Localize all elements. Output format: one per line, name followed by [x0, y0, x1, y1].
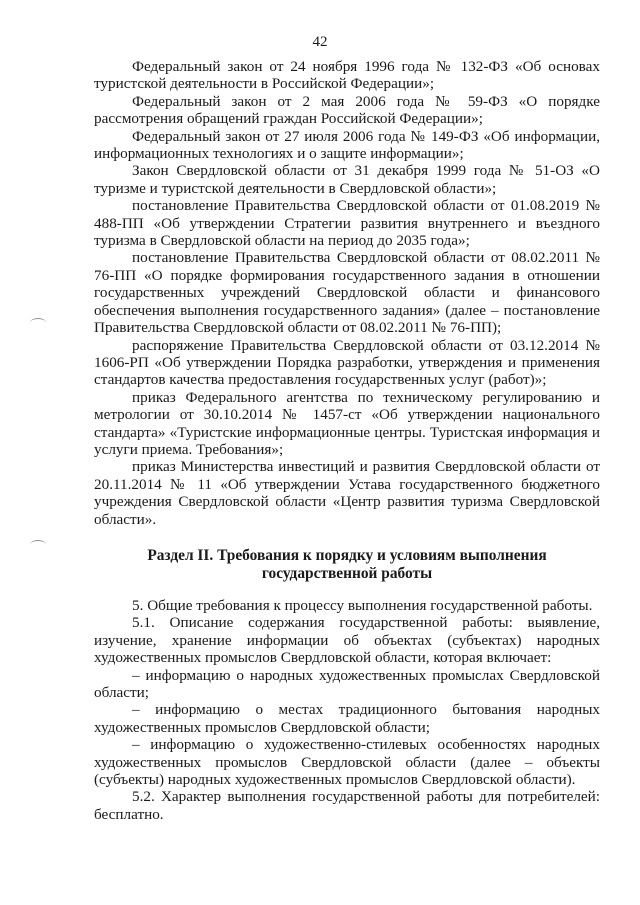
- list-item-info-styles: – информацию о художественно-стилевых особенностях народных художественных промыслов Свердловской области (далее – объекты (субъекты) народных художественных промыслов Свердловской области).: [94, 736, 600, 789]
- paragraph-law-132fz: Федеральный закон от 24 ноября 1996 года № 132-ФЗ «Об основах туристской деятельности в Российской Федерации»;: [94, 58, 600, 93]
- paragraph-order-11: приказ Министерства инвестиций и развития Свердловской области от 20.11.2014 № 11 «Об утверждении Устава государственного бюджетного учреждения Свердловской области «Центр развития туризма Свердловской области».: [94, 458, 600, 528]
- list-item-info-crafts: – информацию о народных художественных промыслах Свердловской области;: [94, 666, 600, 701]
- paragraph-5-1: 5.1. Описание содержания государственной работы: выявление, изучение, хранение информации об объектах (субъектах) народных художественных промыслов Свердловской области, которая включает:: [94, 614, 600, 667]
- margin-mark: [30, 540, 46, 549]
- paragraph-5-2: 5.2. Характер выполнения государственной работы для потребителей: бесплатно.: [94, 788, 600, 823]
- paragraph-order-1457st: приказ Федерального агентства по техническому регулированию и метрологии от 30.10.2014 № 1457-ст «Об утверждении национального стандарта» «Туристские информационные центры. Туристская информация и услуги приема. Требования»;: [94, 388, 600, 458]
- paragraph-law-59fz: Федеральный закон от 2 мая 2006 года № 59-ФЗ «О порядке рассмотрения обращений граждан Российской Федерации»;: [94, 92, 600, 128]
- paragraph-decree-488pp: постановление Правительства Свердловской области от 01.08.2019 № 488-ПП «Об утверждении Стратегии развития внутреннего и въездного туризма в Свердловской области на период до 2035 года»;: [94, 197, 600, 250]
- paragraph-order-1606rp: распоряжение Правительства Свердловской области от 03.12.2014 № 1606-РП «Об утверждении Порядка разработки, утверждения и применения стандартов качества предоставления государственных услуг (работ)»;: [94, 336, 600, 389]
- paragraph-law-51oz: Закон Свердловской области от 31 декабря 1999 года № 51-ОЗ «О туризме и туристской деятельности в Свердловской области»;: [94, 162, 600, 197]
- paragraph-5: 5. Общие требования к процессу выполнения государственной работы.: [132, 596, 593, 614]
- section-heading-line-2: государственной работы: [261, 564, 433, 582]
- paragraph-law-149fz: Федеральный закон от 27 июля 2006 года № 149-ФЗ «Об информации, информационных технологиях и о защите информации»;: [94, 127, 600, 163]
- document-body: [94, 58, 600, 823]
- margin-mark: [30, 318, 46, 327]
- section-heading: [94, 547, 600, 583]
- section-heading-line-1: Раздел II. Требования к порядку и условиям выполнения: [147, 546, 547, 564]
- paragraph-decree-76pp: постановление Правительства Свердловской области от 08.02.2011 № 76-ПП «О порядке формирования государственного задания в отношении государственных учреждений Свердловской области и финансового обеспечения выполнения государственного задания» (далее – постановление Правительства Свердловской области от 08.02.2011 № 76-ПП);: [94, 249, 600, 337]
- page-number: 42: [312, 34, 328, 50]
- list-item-info-places: – информацию о местах традиционного бытования народных художественных промыслов Свердловской области;: [94, 701, 600, 736]
